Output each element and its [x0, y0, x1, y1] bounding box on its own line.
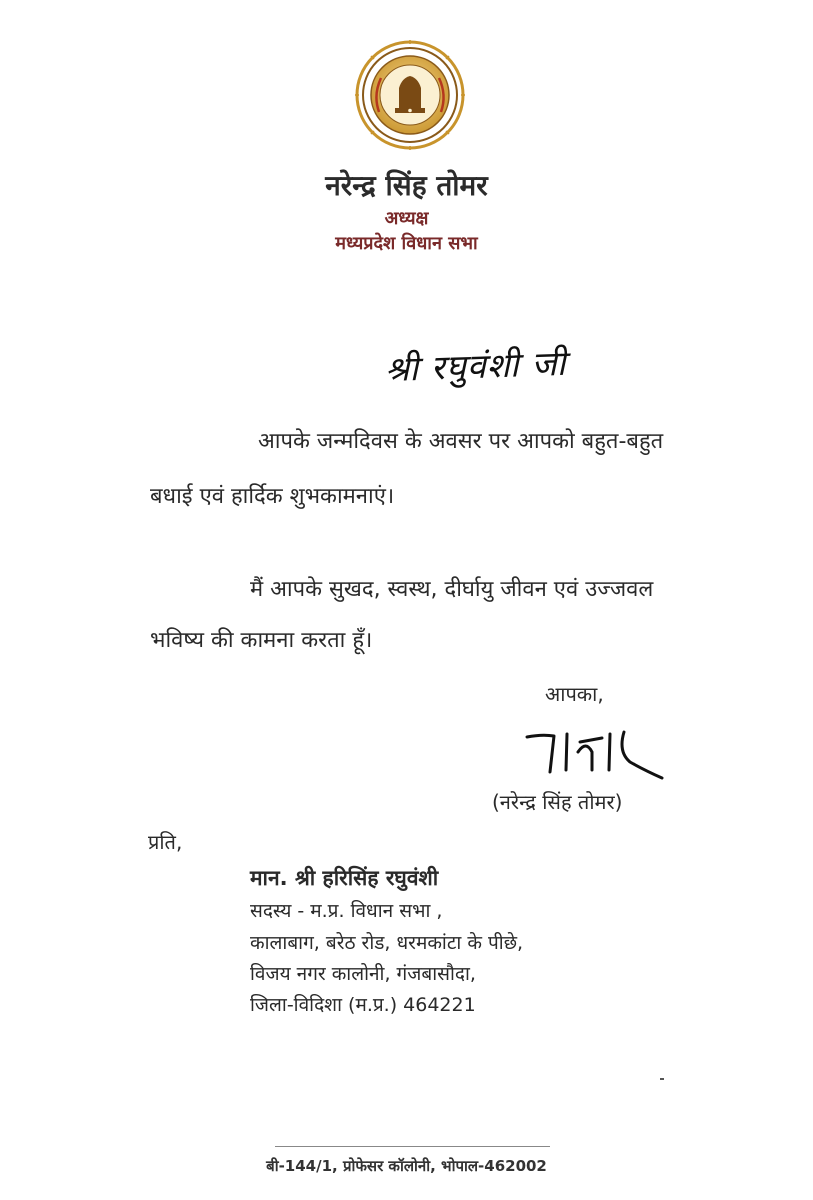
vidhan-sabha-emblem-icon [355, 40, 465, 152]
handwritten-signature [522, 712, 672, 782]
closing-text: आपका, [545, 682, 604, 706]
paragraph2-line1: मैं आपके सुखद, स्वस्थ, दीर्घायु जीवन एवं उज्जवल [250, 577, 654, 602]
handwritten-salutation: श्री रघुवंशी जी [384, 343, 568, 391]
letterhead-name: नरेन्द्र सिंह तोमर [325, 169, 488, 202]
paragraph1-line1: आपके जन्मदिवस के अवसर पर आपको बहुत-बहुत [258, 429, 664, 454]
paragraph2-line2: भविष्य की कामना करता हूँ। [150, 628, 373, 653]
paper-speck [660, 1078, 664, 1080]
footer-address: बी-144/1, प्रोफेसर कॉलोनी, भोपाल-462002 [266, 1157, 547, 1175]
recipient-name: मान. श्री हरिसिंह रघुवंशी [250, 866, 439, 890]
signatory-name: (नरेन्द्र सिंह तोमर) [492, 790, 623, 814]
letterhead-designation: अध्यक्ष [384, 208, 429, 229]
letterhead-organization: मध्यप्रदेश विधान सभा [335, 233, 478, 254]
recipient-address-line1: सदस्य - म.प्र. विधान सभा , [250, 900, 443, 922]
recipient-address-line4: जिला-विदिशा (म.प्र.) 464221 [250, 994, 476, 1016]
recipient-address-line3: विजय नगर कालोनी, गंजबासौदा, [250, 963, 476, 985]
footer-divider [275, 1146, 550, 1147]
recipient-address-line2: कालाबाग, बरेठ रोड, धरमकांटा के पीछे, [250, 932, 524, 954]
paragraph1-line2: बधाई एवं हार्दिक शुभकामनाएं। [150, 484, 395, 509]
recipient-prefix: प्रति, [148, 830, 183, 854]
